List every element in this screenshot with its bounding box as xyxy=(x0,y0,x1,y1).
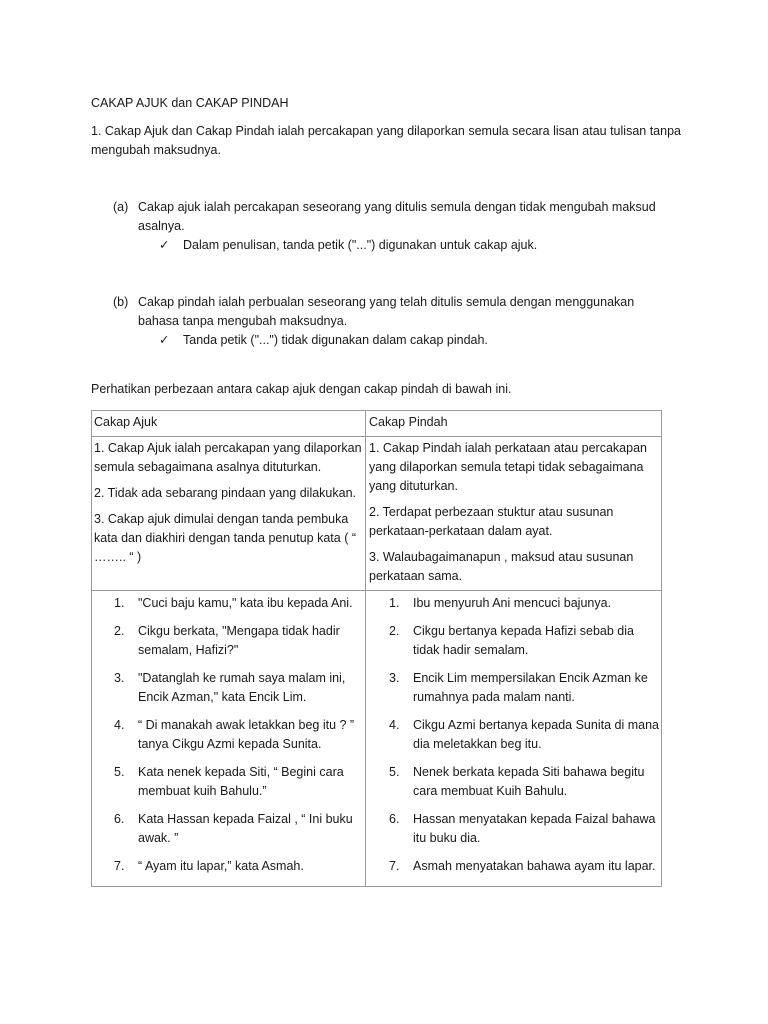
list-item: 7. Asmah menyatakan bahawa ayam itu lapar. xyxy=(389,859,656,873)
header-cakap-pindah: Cakap Pindah xyxy=(366,411,662,437)
item-b xyxy=(113,293,673,350)
pindah-examples xyxy=(366,591,662,887)
item-a-label: (a) xyxy=(113,200,129,214)
item-b-checkpoint xyxy=(138,331,673,350)
examples-row xyxy=(92,591,662,887)
item-b-check-text: Tanda petik ("...") tidak digunakan dalam cakap pindah. xyxy=(183,333,488,347)
list-item: 1. "Cuci baju kamu," kata ibu kepada Ani. xyxy=(114,596,353,610)
list-item: 4. Cikgu Azmi bertanya kepada Sunita di mana dia meletakkan beg itu. xyxy=(389,718,659,751)
item-a-checkpoint xyxy=(138,236,673,255)
ajuk-definition: 1. Cakap Ajuk ialah percakapan yang dilaporkan semula sebagaimana asalnya dituturkan. xyxy=(94,441,362,474)
definitions-row xyxy=(92,437,662,591)
list-item: 2. Cikgu berkata, "Mengapa tidak hadir semalam, Hafizi?" xyxy=(114,624,340,657)
list-item: 5. Nenek berkata kepada Siti bahawa begitu cara membuat Kuih Bahulu. xyxy=(389,765,645,798)
list-item: 7. “ Ayam itu lapar,” kata Asmah. xyxy=(114,859,304,873)
header-cakap-ajuk: Cakap Ajuk xyxy=(92,411,366,437)
list-item: 2. Cikgu bertanya kepada Hafizi sebab dia tidak hadir semalam. xyxy=(389,624,634,657)
document-title: CAKAP AJUK dan CAKAP PINDAH xyxy=(91,96,289,110)
item-b-label: (b) xyxy=(113,295,129,309)
pindah-definition: 1. Cakap Pindah ialah perkataan atau percakapan yang dilaporkan semula tetapi tidak sebagaimana yang dituturkan. xyxy=(369,441,647,493)
pindah-definition: 3. Walaubagaimanapun , maksud atau susunan perkataan sama. xyxy=(369,550,634,583)
intro-paragraph: 1. Cakap Ajuk dan Cakap Pindah ialah percakapan yang dilaporkan semula secara lisan atau tulisan tanpa mengubah maksudnya. xyxy=(91,124,681,157)
table-header-row xyxy=(92,411,662,437)
item-a xyxy=(113,198,673,255)
ajuk-examples xyxy=(92,591,366,887)
list-item: 3. Encik Lim mempersilakan Encik Azman ke rumahnya pada malam nanti. xyxy=(389,671,648,704)
list-item: 1. Ibu menyuruh Ani mencuci bajunya. xyxy=(389,596,612,610)
checkmark-icon: ✓ xyxy=(159,238,170,252)
list-item: 6. Kata Hassan kepada Faizal , “ Ini buku awak. ” xyxy=(114,812,353,845)
comparison-note: Perhatikan perbezaan antara cakap ajuk dengan cakap pindah di bawah ini. xyxy=(91,382,512,396)
ajuk-definition: 2. Tidak ada sebarang pindaan yang dilakukan. xyxy=(94,486,356,500)
list-item: 3. "Datanglah ke rumah saya malam ini, Encik Azman," kata Encik Lim. xyxy=(114,671,346,704)
list-item: 6. Hassan menyatakan kepada Faizal bahawa itu buku dia. xyxy=(389,812,656,845)
item-a-text: Cakap ajuk ialah percakapan seseorang yang ditulis semula dengan tidak mengubah maksud asalnya. xyxy=(138,200,656,233)
item-b-text: Cakap pindah ialah perbualan seseorang yang telah ditulis semula dengan menggunakan bahasa tanpa mengubah maksudnya. xyxy=(138,295,635,328)
pindah-example-list xyxy=(369,594,659,876)
ajuk-definitions xyxy=(92,437,366,591)
pindah-definitions xyxy=(366,437,662,591)
list-item: 4. “ Di manakah awak letakkan beg itu ? ” tanya Cikgu Azmi kepada Sunita. xyxy=(114,718,355,751)
comparison-table xyxy=(91,410,662,887)
pindah-definition: 2. Terdapat perbezaan stuktur atau susunan perkataan-perkataan dalam ayat. xyxy=(369,505,614,538)
checkmark-icon: ✓ xyxy=(159,333,170,347)
list-item: 5. Kata nenek kepada Siti, “ Begini cara membuat kuih Bahulu.” xyxy=(114,765,344,798)
ajuk-definition: 3. Cakap ajuk dimulai dengan tanda pembuka kata dan diakhiri dengan tanda penutup kata ( “ …….. “ ) xyxy=(94,512,356,564)
ajuk-example-list xyxy=(94,594,363,876)
item-a-check-text: Dalam penulisan, tanda petik ("...") digunakan untuk cakap ajuk. xyxy=(183,238,538,252)
